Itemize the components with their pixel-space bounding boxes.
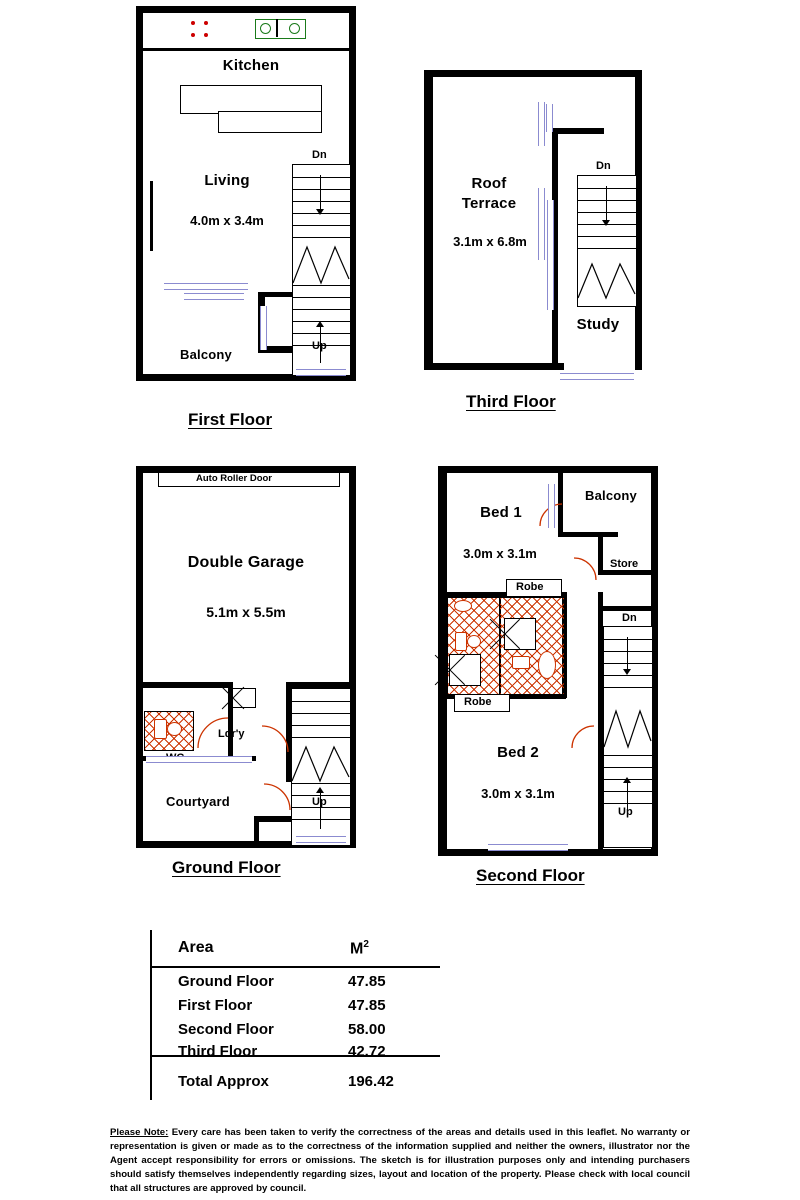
terrace-glazing [547,200,554,310]
disclaimer-text: Every care has been taken to verify the correctness of the areas and details used in this leaflet. No warranty or representation is given or made as to the correctness of the information supplied and neither the owners, illustrator nor the Agent accept responsibility for errors or omissions. The sketch is for illustration purposes only and intending purchasers should satisfy themselves independently regarding sizes, layout and location of the property. Please check with local council that all structures are approved by council. [110,1127,690,1194]
room-label-courtyard: Courtyard [166,794,230,809]
wall [424,70,642,77]
area-table-header-unit [350,939,369,958]
toilet-fixture [455,632,467,651]
area-row-value-first: 47.85 [348,997,386,1014]
room-label-balcony: Balcony [585,488,637,503]
area-row-label-first: First Floor [178,997,253,1014]
floor-title-third: Third Floor [466,392,556,411]
shower-tray [449,654,481,686]
disclaimer-note [110,1126,690,1196]
basin-fixture [467,635,481,648]
room-dim-roof-terrace: 3.1m x 6.8m [453,234,527,249]
room-label-living: Living [204,172,250,189]
room-dim-double-garage: 5.1m x 5.5m [206,604,286,620]
wall [558,532,618,537]
stair-label-dn: Dn [622,612,637,624]
balcony-glazing [164,283,248,290]
wall [598,606,658,611]
unit-m: M [350,940,364,958]
window [146,756,252,763]
cooktop-burner-icon [260,23,271,34]
terrace-glazing [538,102,545,146]
wall [136,48,356,51]
wall [552,128,604,134]
detail-dot [191,21,195,25]
wall [254,816,296,822]
counter-line [276,19,278,37]
basin-fixture [167,722,182,736]
door-swing-icon [570,724,596,750]
cooktop-burner-icon [289,23,300,34]
wall [424,363,564,370]
detail-dot [204,33,208,37]
room-dim-living: 4.0m x 3.4m [190,213,264,228]
door-swing-icon [262,782,292,812]
door-swing-icon [572,556,598,582]
plan-second-floor [438,466,658,896]
wall [136,306,140,308]
wall [136,6,356,13]
plan-ground-floor [136,466,356,886]
detail-dot [191,33,195,37]
balcony-glazing [548,484,555,528]
unit-exponent: 2 [363,939,369,950]
staircase [577,175,637,307]
floor-title-first: First Floor [188,410,273,429]
room-label-balcony: Balcony [180,347,232,362]
stair-break-line [604,703,652,751]
area-row-value-ground: 47.85 [348,973,386,990]
floor-title-ground: Ground Floor [172,858,281,877]
area-row-label-third: Third Floor [178,1043,258,1060]
wall [424,70,433,370]
stair-label-up: Up [312,340,327,352]
floor-title-second: Second Floor [476,866,585,885]
toilet-fixture [154,719,167,739]
stair-label-up: Up [312,796,327,808]
bath-fixture [538,651,556,679]
stair-break-line [293,239,350,287]
room-label-kitchen: Kitchen [222,57,280,74]
room-label-laundry: Ldr'y [218,728,245,740]
door-swing-icon [196,716,230,750]
wall [254,816,259,848]
wall [598,570,658,575]
room-dim-bed2: 3.0m x 3.1m [481,786,555,801]
area-row-label-second: Second Floor [178,1021,274,1038]
area-total-value: 196.42 [348,1073,394,1090]
wall [598,532,603,574]
balcony-door-glazing [260,306,267,350]
area-row-value-third: 42.72 [348,1043,386,1060]
room-label-bed1: Bed 1 [480,504,522,521]
kitchen-bench [180,85,322,114]
window [488,844,568,851]
stair-label-up: Up [618,806,633,818]
shower-tray [504,618,536,650]
terrace-glazing [546,104,553,132]
area-row-label-ground: Ground Floor [178,973,274,990]
label-auto-roller-door: Auto Roller Door [196,473,272,484]
table-rule [150,966,440,968]
plan-first-floor [136,6,356,429]
wall [136,682,232,688]
room-label-study: Study [576,316,620,333]
window [296,369,346,376]
room-label-roof-terrace-line1: Roof [471,175,507,192]
stair-label-dn: Dn [312,149,327,161]
room-label-double-garage: Double Garage [187,554,305,571]
area-row-value-second: 58.00 [348,1021,386,1038]
wall [258,292,296,297]
window [560,373,634,380]
stair-break-line [578,258,636,302]
area-total-label: Total Approx [178,1073,269,1090]
wall [136,466,143,848]
detail-dot [204,21,208,25]
kitchen-island [218,111,322,133]
wall [136,6,143,381]
disclaimer-heading: Please Note: [110,1127,169,1138]
room-label-roof-terrace-line2: Terrace [461,195,517,212]
room-label-store: Store [610,558,639,570]
balcony-glazing [184,293,244,300]
door-swing-icon [260,724,290,754]
plan-third-floor [424,70,642,411]
toilet-fixture [512,656,530,669]
area-table-header-label: Area [178,939,214,956]
basin-fixture [454,600,472,612]
table-left-rule [150,930,152,1100]
window [296,836,346,843]
room-label-bed2: Bed 2 [497,744,539,761]
room-label-robe-2: Robe [464,696,492,708]
room-dim-bed1: 3.0m x 3.1m [463,546,537,561]
stair-break-line [292,741,350,785]
staircase [291,688,351,846]
wall [438,466,658,473]
stair-label-dn: Dn [596,160,611,172]
laundry-tub [232,688,256,708]
room-label-robe-1: Robe [516,581,544,593]
